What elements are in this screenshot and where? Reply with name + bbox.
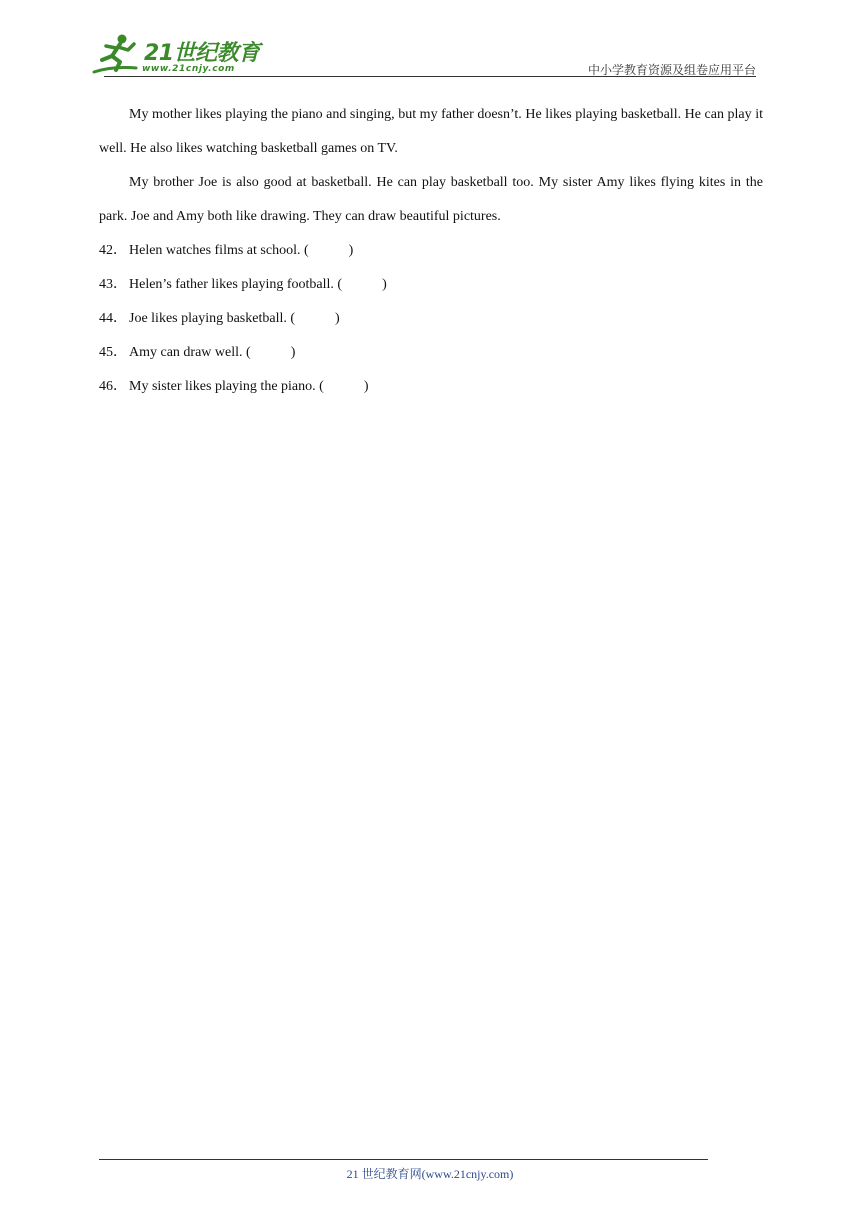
logo-url: www.21cnjy.com: [142, 64, 235, 74]
document-body: [99, 98, 763, 404]
question-close: ): [290, 345, 296, 360]
passage-paragraph-2: My brother Joe is also good at basketball. He can play basketball too. My sister Amy likes flying kites in the park. Joe and Amy both like drawing. They can draw beautiful pictures.: [99, 175, 763, 224]
question-close: ): [348, 243, 354, 258]
question-text: Amy can draw well. (: [129, 345, 251, 360]
question-text: Helen’s father likes playing football. (: [129, 277, 343, 292]
passage-paragraph-1: My mother likes playing the piano and singing, but my father doesn’t. He likes playing basketball. He can play it well. He also likes watching basketball games on TV.: [99, 107, 763, 156]
site-logo: [92, 30, 262, 78]
question-42: [99, 234, 763, 268]
question-close: ): [382, 277, 387, 292]
question-45: [99, 336, 763, 370]
footer-divider: [99, 1159, 708, 1160]
question-close: ): [335, 311, 340, 326]
question-number: 46．: [99, 379, 127, 394]
question-close: ): [363, 379, 369, 394]
question-text: Joe likes playing basketball. (: [129, 311, 296, 326]
question-number: 44．: [99, 311, 127, 326]
page-header: [92, 30, 756, 78]
question-44: [99, 302, 763, 336]
logo-text: 21世纪教育: [144, 41, 260, 66]
platform-title: 中小学教育资源及组卷应用平台: [587, 63, 756, 77]
question-43: [99, 268, 763, 302]
footer-link[interactable]: 21 世纪教育网(www.21cnjy.com): [346, 1167, 514, 1181]
question-number: 45．: [99, 345, 127, 360]
question-text: Helen watches films at school. (: [129, 243, 309, 258]
question-number: 42．: [99, 243, 127, 258]
header-divider: [104, 76, 756, 77]
runner-logo-icon: [92, 32, 142, 76]
question-46: [99, 370, 763, 404]
question-number: 43．: [99, 277, 127, 292]
question-text: My sister likes playing the piano. (: [129, 379, 324, 394]
